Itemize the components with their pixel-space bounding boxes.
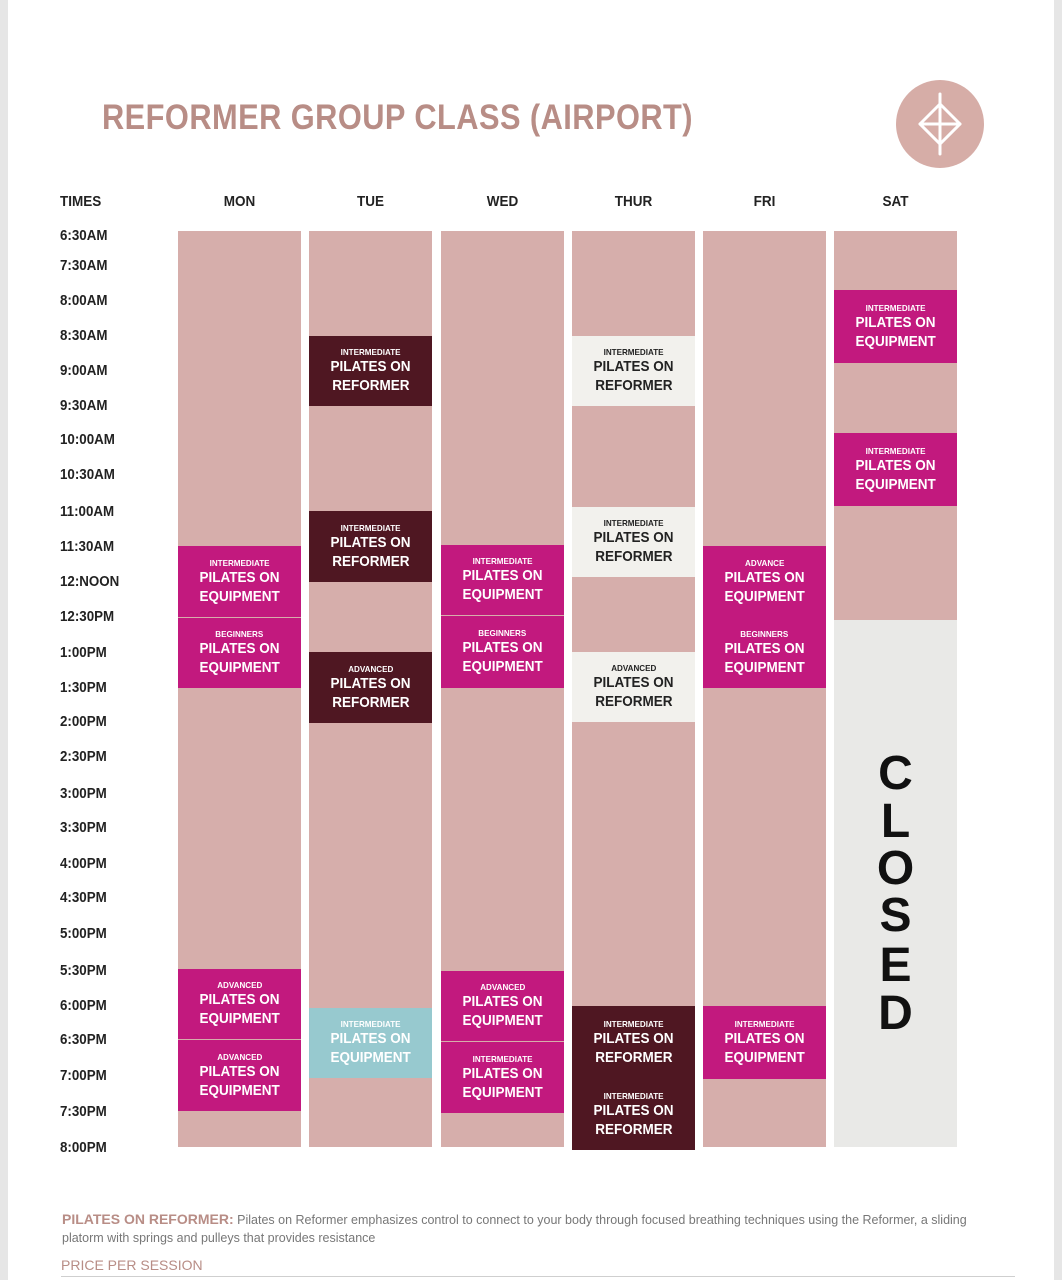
class-name-line1: PILATES ON <box>199 640 280 657</box>
class-level: INTERMEDIATE <box>734 1018 795 1029</box>
times-header: TIMES <box>60 193 102 210</box>
class-name-line2: EQUIPMENT <box>724 587 805 605</box>
class-block[interactable] <box>441 1042 564 1113</box>
class-level: INTERMEDIATE <box>865 302 926 313</box>
time-label: 7:00PM <box>60 1068 107 1084</box>
sat-closed-panel <box>834 620 957 1147</box>
class-name-line2: EQUIPMENT <box>855 475 936 493</box>
day-header-fri: FRI <box>753 193 776 210</box>
class-level: INTERMEDIATE <box>865 445 926 456</box>
time-label: 2:00PM <box>60 714 107 730</box>
class-block[interactable] <box>703 1006 826 1079</box>
class-name-line1: PILATES ON <box>724 1029 805 1047</box>
class-name-line1: PILATES ON <box>855 313 936 331</box>
time-label: 3:00PM <box>60 786 107 802</box>
class-block[interactable] <box>834 433 957 506</box>
class-block[interactable] <box>441 545 564 615</box>
class-level: ADVANCE <box>744 557 785 568</box>
time-label: 9:00AM <box>60 363 108 379</box>
time-label: 3:30PM <box>60 820 107 836</box>
class-name-line2: REFORMER <box>594 693 673 710</box>
class-name-line2: REFORMER <box>594 548 673 565</box>
logo-mark-icon <box>896 80 984 168</box>
time-label: 11:30AM <box>60 539 115 555</box>
class-name-line1: PILATES ON <box>330 674 411 692</box>
time-label: 4:00PM <box>60 856 107 872</box>
time-label: 8:30AM <box>60 328 108 344</box>
class-block[interactable] <box>178 618 301 688</box>
class-name-line1: PILATES ON <box>330 533 411 551</box>
class-level: ADVANCED <box>347 663 394 674</box>
class-name-line2: REFORMER <box>594 377 673 394</box>
class-name-line1: PILATES ON <box>199 568 280 586</box>
time-label: 8:00PM <box>60 1140 107 1156</box>
class-block[interactable] <box>441 971 564 1041</box>
class-name-line1: PILATES ON <box>462 1064 543 1082</box>
class-name-line2: REFORMER <box>331 693 410 711</box>
class-name-line1: PILATES ON <box>330 358 411 375</box>
day-header-thu: THUR <box>614 193 653 210</box>
class-name-line2: EQUIPMENT <box>855 332 936 350</box>
time-label: 4:30PM <box>60 890 107 906</box>
class-block[interactable] <box>309 652 432 723</box>
class-name-line2: EQUIPMENT <box>199 587 280 605</box>
class-name-line2: REFORMER <box>594 1120 673 1138</box>
class-block[interactable] <box>834 290 957 363</box>
description-text: Pilates on Reformer emphasizes control to connect to your body through focused breathing techniques using the Reformer, a sliding platorm with springs and pulleys that provides resistance <box>62 1213 967 1245</box>
class-name-line1: PILATES ON <box>462 567 543 584</box>
class-name-line2: REFORMER <box>331 377 410 394</box>
class-block[interactable] <box>441 616 564 688</box>
class-name-line2: REFORMER <box>594 1048 673 1066</box>
time-label: 6:30AM <box>60 228 108 244</box>
class-name-line2: EQUIPMENT <box>199 659 280 676</box>
class-name-line2: EQUIPMENT <box>462 1083 543 1101</box>
closed-letter: D <box>878 987 913 1040</box>
time-label: 8:00AM <box>60 293 108 309</box>
class-level: BEGINNERS <box>215 629 264 639</box>
time-label: 12:NOON <box>60 574 120 590</box>
page-title: REFORMER GROUP CLASS (AIRPORT) <box>102 98 694 137</box>
class-name-line1: PILATES ON <box>593 674 674 691</box>
time-label: 9:30AM <box>60 398 108 414</box>
time-label: 5:30PM <box>60 963 107 979</box>
class-name-line1: PILATES ON <box>199 1062 280 1080</box>
price-heading: PRICE PER SESSION <box>61 1257 203 1273</box>
class-level: ADVANCED <box>610 663 657 673</box>
time-label: 10:30AM <box>60 467 115 483</box>
class-name-line2: EQUIPMENT <box>330 1049 411 1066</box>
class-name-line1: PILATES ON <box>462 993 543 1010</box>
class-level: BEGINNERS <box>740 628 789 639</box>
class-level: INTERMEDIATE <box>603 518 664 528</box>
class-block[interactable] <box>703 546 826 617</box>
class-block[interactable] <box>309 336 432 406</box>
class-block[interactable] <box>178 969 301 1039</box>
class-level: INTERMEDIATE <box>603 1018 664 1029</box>
time-label: 6:30PM <box>60 1032 107 1048</box>
class-name-line2: REFORMER <box>331 552 410 570</box>
class-name-line1: PILATES ON <box>724 568 805 586</box>
class-name-line1: PILATES ON <box>593 1101 674 1119</box>
class-name-line2: EQUIPMENT <box>462 1012 543 1029</box>
class-name-line1: PILATES ON <box>330 1030 411 1047</box>
class-name-line2: EQUIPMENT <box>462 586 543 603</box>
class-block[interactable] <box>572 507 695 577</box>
class-level: INTERMEDIATE <box>603 347 664 357</box>
class-level: ADVANCED <box>479 982 526 992</box>
time-label: 6:00PM <box>60 998 107 1014</box>
class-name-line2: EQUIPMENT <box>462 658 543 675</box>
day-header-tue: TUE <box>357 193 384 210</box>
class-block[interactable] <box>703 617 826 688</box>
time-label: 12:30PM <box>60 609 115 625</box>
day-header-wed: WED <box>486 193 519 210</box>
time-label: 11:00AM <box>60 504 115 520</box>
time-label: 5:00PM <box>60 926 107 942</box>
description-label: PILATES ON REFORMER: <box>62 1211 234 1227</box>
class-name-line1: PILATES ON <box>855 456 936 474</box>
class-name-line2: EQUIPMENT <box>724 658 805 676</box>
price-divider <box>61 1276 1015 1277</box>
pilates-studio-logo <box>896 80 984 168</box>
class-name-line1: PILATES ON <box>462 639 543 656</box>
time-label: 7:30AM <box>60 258 108 274</box>
class-block[interactable] <box>572 1006 695 1079</box>
class-name-line1: PILATES ON <box>593 1029 674 1047</box>
closed-letter: E <box>879 939 912 992</box>
time-label: 10:00AM <box>60 432 115 448</box>
time-label: 1:00PM <box>60 645 107 661</box>
class-block[interactable] <box>572 336 695 406</box>
class-name-line2: EQUIPMENT <box>724 1048 805 1066</box>
closed-letter: S <box>879 889 912 942</box>
class-block[interactable] <box>572 652 695 722</box>
class-name-line1: PILATES ON <box>724 639 805 657</box>
class-level: INTERMEDIATE <box>340 347 401 357</box>
closed-letter: C <box>878 747 913 800</box>
day-header-mon: MON <box>223 193 256 210</box>
class-name-line2: EQUIPMENT <box>199 1081 280 1099</box>
class-level: ADVANCED <box>216 1051 263 1062</box>
class-block[interactable] <box>572 1079 695 1150</box>
time-label: 7:30PM <box>60 1104 107 1120</box>
class-name-line2: EQUIPMENT <box>199 1010 280 1027</box>
class-level: INTERMEDIATE <box>603 1090 664 1101</box>
class-block[interactable] <box>309 1008 432 1078</box>
class-level: INTERMEDIATE <box>340 1019 401 1029</box>
class-level: INTERMEDIATE <box>472 1053 533 1064</box>
closed-letter: O <box>876 842 915 895</box>
day-header-sat: SAT <box>882 193 909 210</box>
class-block[interactable] <box>178 546 301 617</box>
class-block[interactable] <box>178 1040 301 1111</box>
class-level: INTERMEDIATE <box>472 556 533 566</box>
class-name-line1: PILATES ON <box>593 529 674 546</box>
class-name-line1: PILATES ON <box>199 991 280 1008</box>
class-block[interactable] <box>309 511 432 582</box>
time-label: 2:30PM <box>60 749 107 765</box>
class-name-line1: PILATES ON <box>593 358 674 375</box>
time-label: 1:30PM <box>60 680 107 696</box>
class-level: BEGINNERS <box>478 628 527 638</box>
class-level: INTERMEDIATE <box>209 557 270 568</box>
class-level: ADVANCED <box>216 980 263 990</box>
class-level: INTERMEDIATE <box>340 522 401 533</box>
class-description <box>62 1210 992 1247</box>
closed-letter: L <box>880 795 911 848</box>
